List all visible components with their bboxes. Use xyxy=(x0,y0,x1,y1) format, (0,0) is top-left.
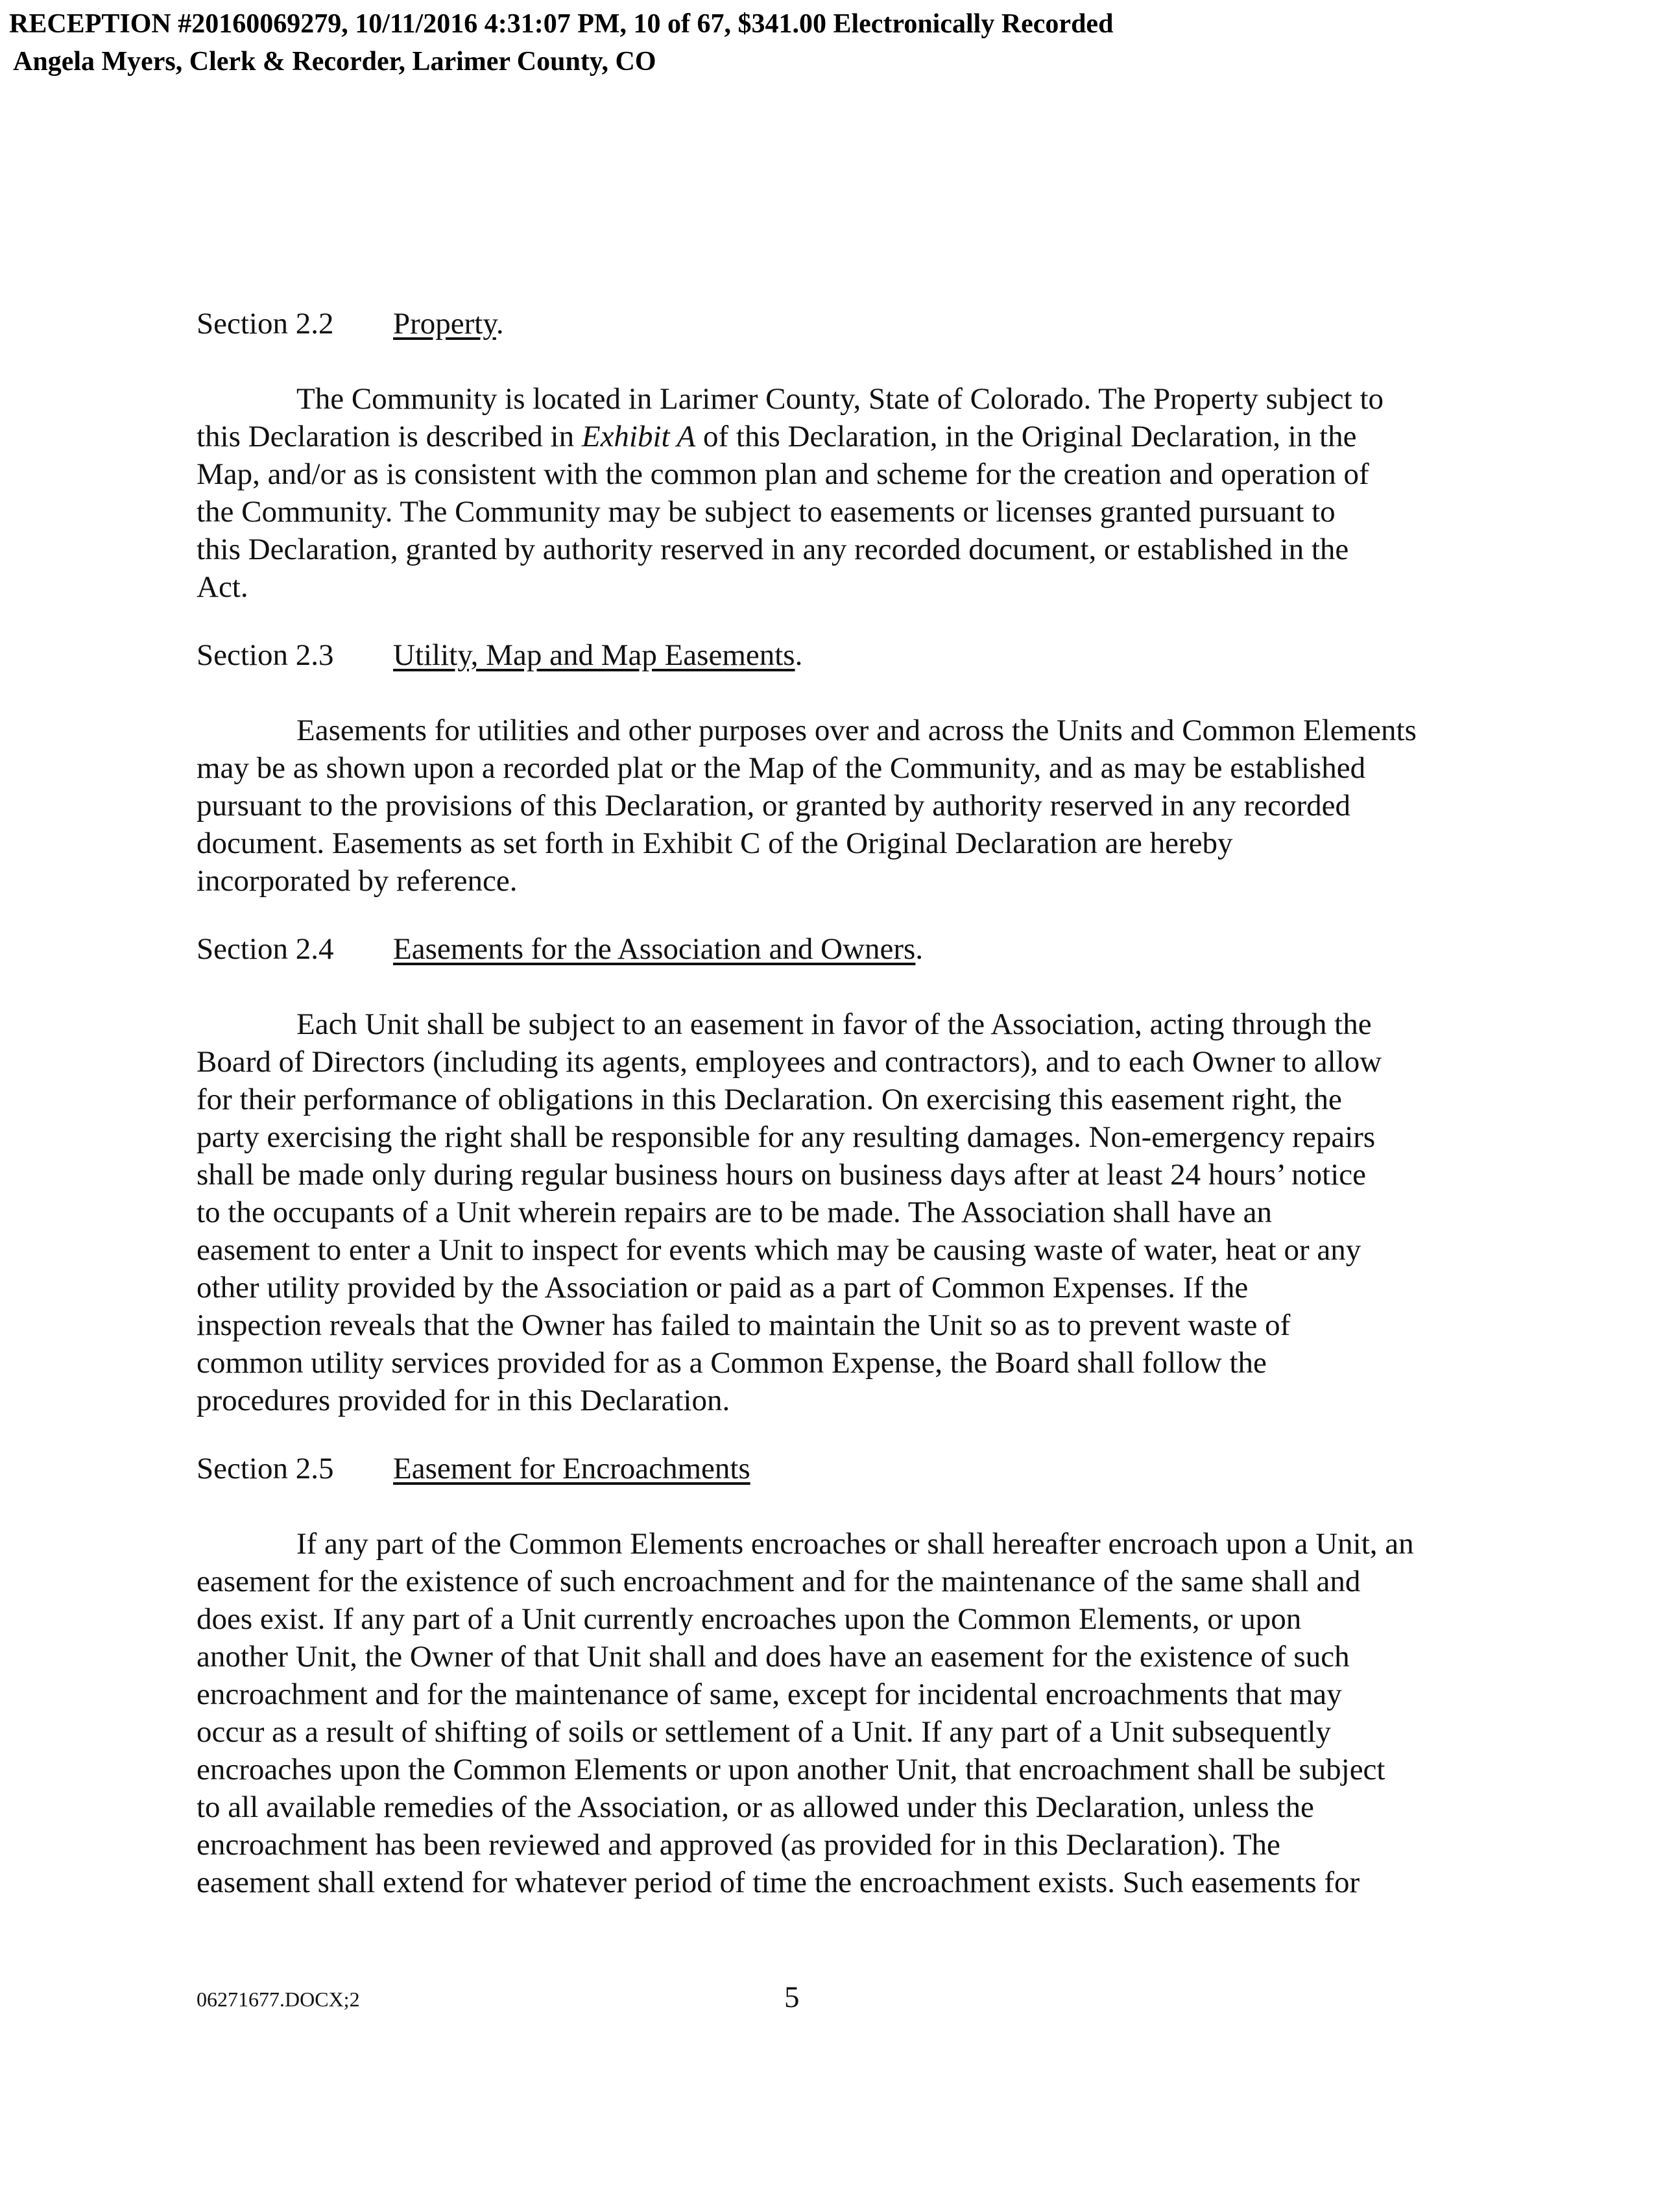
paragraph-line xyxy=(197,749,1487,787)
line-text: occur as a result of shifting of soils or settlement of a Unit. If any part of a Unit subsequently xyxy=(197,1715,1332,1749)
line-text: easement for the existence of such encroachment and for the maintenance of the same shall and xyxy=(197,1565,1361,1598)
paragraph-line xyxy=(197,1563,1487,1600)
section-title-suffix: . xyxy=(915,932,924,966)
section-title xyxy=(393,305,504,343)
line-text: encroachment has been reviewed and approved (as provided for in this Declaration). The xyxy=(197,1828,1280,1862)
page-footer xyxy=(197,1980,1487,2019)
section-heading xyxy=(197,305,1487,343)
paragraph-line xyxy=(197,531,1487,568)
section-heading xyxy=(197,1450,1487,1487)
section-number: Section 2.5 xyxy=(197,1452,334,1485)
line-text-continued: of this Declaration, in the Original Declaration, in the xyxy=(695,420,1357,453)
page-number: 5 xyxy=(784,1980,800,2014)
paragraph-line xyxy=(197,712,1487,749)
line-text: encroaches upon the Common Elements or upon another Unit, that encroachment shall be subject xyxy=(197,1753,1385,1786)
line-text: this Declaration, granted by authority reserved in any recorded document, or established in the xyxy=(197,533,1349,566)
paragraph-line xyxy=(197,1269,1487,1306)
line-text: party exercising the right shall be responsible for any resulting damages. Non-emergency repairs xyxy=(197,1120,1376,1154)
line-text: easement shall extend for whatever period of time the encroachment exists. Such easements for xyxy=(197,1866,1360,1899)
paragraph-line xyxy=(197,1081,1487,1118)
paragraph-line xyxy=(197,1826,1487,1864)
paragraph-line xyxy=(197,1043,1487,1081)
paragraph-line xyxy=(197,455,1487,493)
paragraph-line xyxy=(197,1788,1487,1826)
section-title-text: Utility, Map and Map Easements xyxy=(393,638,795,672)
paragraph-line xyxy=(197,568,1487,606)
line-text: Easements for utilities and other purposes over and across the Units and Common Elements xyxy=(296,714,1417,747)
line-text: incorporated by reference. xyxy=(197,864,518,898)
section-title xyxy=(393,636,802,674)
paragraph-line xyxy=(197,380,1487,418)
section-title-text: Easement for Encroachments xyxy=(393,1452,750,1485)
recording-stamp-line-2: Angela Myers, Clerk & Recorder, Larimer County, CO xyxy=(13,47,656,77)
section-paragraph xyxy=(197,380,1487,606)
line-text: shall be made only during regular business hours on business days after at least 24 hours’ notice xyxy=(197,1158,1367,1192)
line-text: If any part of the Common Elements encroaches or shall hereafter encroach upon a Unit, an xyxy=(296,1527,1414,1561)
section-heading xyxy=(197,930,1487,968)
section-title-text: Property xyxy=(393,307,496,341)
section-paragraph xyxy=(197,1005,1487,1419)
line-text: common utility services provided for as a Common Expense, the Board shall follow the xyxy=(197,1346,1267,1380)
section-title xyxy=(393,930,923,968)
line-text: to the occupants of a Unit wherein repairs are to be made. The Association shall have an xyxy=(197,1196,1272,1229)
line-text: Map, and/or as is consistent with the common plan and scheme for the creation and operation of xyxy=(197,457,1369,491)
paragraph-line xyxy=(197,493,1487,531)
line-text: Board of Directors (including its agents, employees and contractors), and to each Owner to allow xyxy=(197,1045,1382,1079)
line-text: the Community. The Community may be subject to easements or licenses granted pursuant to xyxy=(197,495,1336,529)
paragraph-line xyxy=(197,1306,1487,1344)
line-emphasis: Exhibit A xyxy=(581,420,696,453)
paragraph-line xyxy=(197,787,1487,824)
line-text: to all available remedies of the Association, or as allowed under this Declaration, unless the xyxy=(197,1790,1314,1824)
line-text: pursuant to the provisions of this Declaration, or granted by authority reserved in any recorded xyxy=(197,789,1350,823)
document-body xyxy=(197,305,1487,1932)
recording-stamp-line-1: RECEPTION #20160069279, 10/11/2016 4:31:07 PM, 10 of 67, $341.00 Electronically Recorded xyxy=(9,9,1114,39)
line-text: The Community is located in Larimer County, State of Colorado. The Property subject to xyxy=(296,382,1384,416)
section-number: Section 2.4 xyxy=(197,932,334,966)
section-title-suffix: . xyxy=(496,307,504,341)
paragraph-line xyxy=(197,1005,1487,1043)
section-paragraph xyxy=(197,712,1487,900)
paragraph-line xyxy=(197,1676,1487,1713)
line-text: easement to enter a Unit to inspect for events which may be causing waste of water, heat or any xyxy=(197,1233,1361,1267)
paragraph-line xyxy=(197,1382,1487,1419)
paragraph-line xyxy=(197,1600,1487,1638)
paragraph-line xyxy=(197,1231,1487,1269)
section-number: Section 2.3 xyxy=(197,638,334,672)
line-text: Act. xyxy=(197,570,248,604)
paragraph-line xyxy=(197,418,1487,455)
paragraph-line xyxy=(197,1344,1487,1382)
paragraph-line xyxy=(197,1751,1487,1788)
section-heading xyxy=(197,636,1487,674)
document-id: 06271677.DOCX;2 xyxy=(197,1988,360,2011)
line-text: another Unit, the Owner of that Unit shall and does have an easement for the existence of such xyxy=(197,1640,1350,1674)
line-text: for their performance of obligations in this Declaration. On exercising this easement right, the xyxy=(197,1083,1342,1116)
line-text: may be as shown upon a recorded plat or the Map of the Community, and as may be established xyxy=(197,751,1366,785)
paragraph-line xyxy=(197,1525,1487,1563)
line-text: other utility provided by the Association or paid as a part of Common Expenses. If the xyxy=(197,1271,1249,1304)
line-text: encroachment and for the maintenance of same, except for incidental encroachments that may xyxy=(197,1677,1342,1711)
section-number: Section 2.2 xyxy=(197,307,334,341)
paragraph-line xyxy=(197,1713,1487,1751)
paragraph-line xyxy=(197,1118,1487,1156)
line-text: document. Easements as set forth in Exhibit C of the Original Declaration are hereby xyxy=(197,826,1233,860)
paragraph-line xyxy=(197,1156,1487,1194)
paragraph-line xyxy=(197,1638,1487,1676)
paragraph-line xyxy=(197,824,1487,862)
line-text: inspection reveals that the Owner has failed to maintain the Unit so as to prevent waste of xyxy=(197,1308,1291,1342)
line-text: procedures provided for in this Declaration. xyxy=(197,1384,730,1417)
recording-stamp xyxy=(9,5,1113,80)
section-title-suffix: . xyxy=(795,638,803,672)
paragraph-line xyxy=(197,1864,1487,1901)
line-text: Each Unit shall be subject to an easement in favor of the Association, acting through the xyxy=(296,1007,1372,1041)
section-title-text: Easements for the Association and Owners xyxy=(393,932,916,966)
line-text: does exist. If any part of a Unit currently encroaches upon the Common Elements, or upon xyxy=(197,1602,1302,1636)
paragraph-line xyxy=(197,862,1487,900)
line-text: this Declaration is described in xyxy=(197,420,582,453)
section-title xyxy=(393,1450,750,1487)
paragraph-line xyxy=(197,1194,1487,1231)
section-paragraph xyxy=(197,1525,1487,1901)
